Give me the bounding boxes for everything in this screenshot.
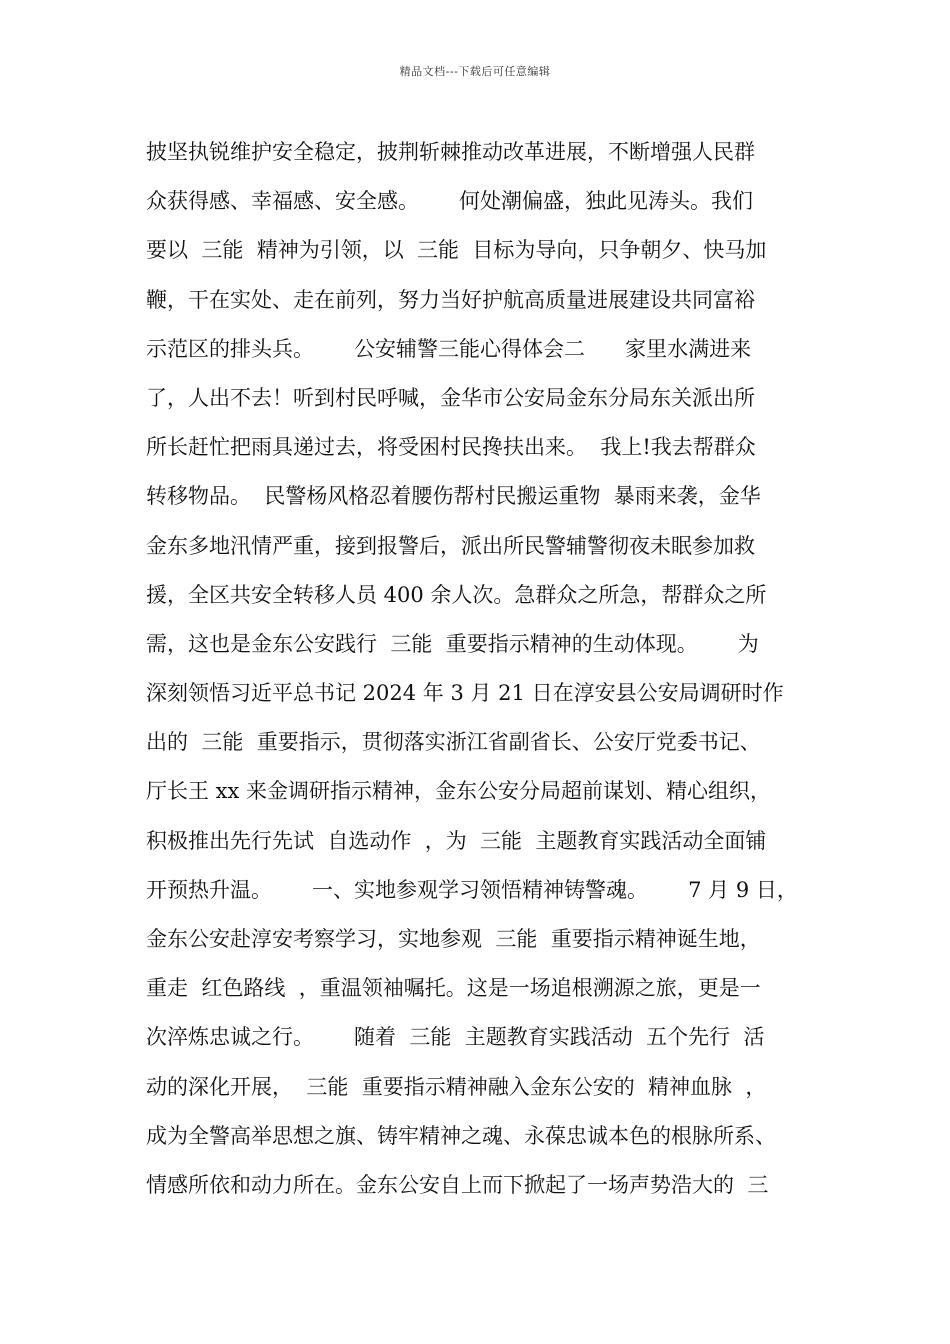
text-line: 所长赶忙把雨具递过去，将受困村民搀扶出来。 我上!我去帮群众 — [146, 435, 756, 460]
document-body — [146, 128, 836, 1210]
text-line: 重走 红色路线 ，重温领袖嘱托。这是一场追根溯源之旅，更是一 — [146, 976, 761, 1001]
text-line: 情感所依和动力所在。金东公安自上而下掀起了一场声势浩大的 三 — [146, 1172, 769, 1197]
text-line: 成为全警高举思想之旗、铸牢精神之魂、永葆忠诚本色的根脉所系、 — [146, 1123, 776, 1148]
page-header: 精品文档---下载后可任意编辑 — [399, 65, 551, 78]
text-line: 转移物品。 民警杨风格忍着腰伤帮村民搬运重物 暴雨来袭，金华 — [146, 484, 761, 509]
text-line: 示范区的排头兵。 公安辅警三能心得体会二 家里水满进来 — [146, 336, 752, 361]
text-line: 众获得感、幸福感、安全感。 何处潮偏盛，独此见涛头。我们 — [146, 189, 754, 214]
text-line: 鞭，干在实处、走在前列，努力当好护航高质量进展建设共同富裕 — [146, 287, 755, 312]
text-line: 了，人出不去！听到村民呼喊，金华市公安局金东分局东关派出所 — [146, 385, 755, 410]
text-line: 深刻领悟习近平总书记 2024 年 3 月 21 日在淳安县公安局调研时作 — [146, 681, 784, 706]
text-line: 动的深化开展， 三能 重要指示精神融入金东公安的 精神血脉 ， — [146, 1074, 767, 1099]
text-line: 积极推出先行先试 自选动作 ，为 三能 主题教育实践活动全面铺 — [146, 828, 767, 853]
text-line: 出的 三能 重要指示，贯彻落实浙江省副省长、公安厅党委书记、 — [146, 730, 761, 755]
text-line: 需，这也是金东公安践行 三能 重要指示精神的生动体现。 为 — [146, 631, 759, 656]
text-line: 要以 三能 精神为引领，以 三能 目标为导向，只争朝夕、快马加 — [146, 238, 767, 263]
text-line: 开预热升温。 一、实地参观学习领悟精神铸警魂。 7 月 9 日， — [146, 877, 798, 902]
text-line: 金东公安赴淳安考察学习，实地参观 三能 重要指示精神诞生地， — [146, 927, 761, 951]
text-line: 金东多地汛情严重，接到报警后，派出所民警辅警彻夜未眠参加救 — [146, 533, 755, 558]
text-line: 援，全区共安全转移人员 400 余人次。急群众之所急，帮群众之所 — [146, 582, 767, 607]
text-line: 披坚执锐维护安全稳定，披荆斩棘推动改革进展，不断增强人民群 — [146, 140, 755, 164]
text-line: 厅长王 xx 来金调研指示精神，金东公安分局超前谋划、精心组织， — [146, 779, 772, 804]
text-line: 次淬炼忠诚之行。 随着 三能 主题教育实践活动 五个先行 活 — [146, 1025, 765, 1050]
